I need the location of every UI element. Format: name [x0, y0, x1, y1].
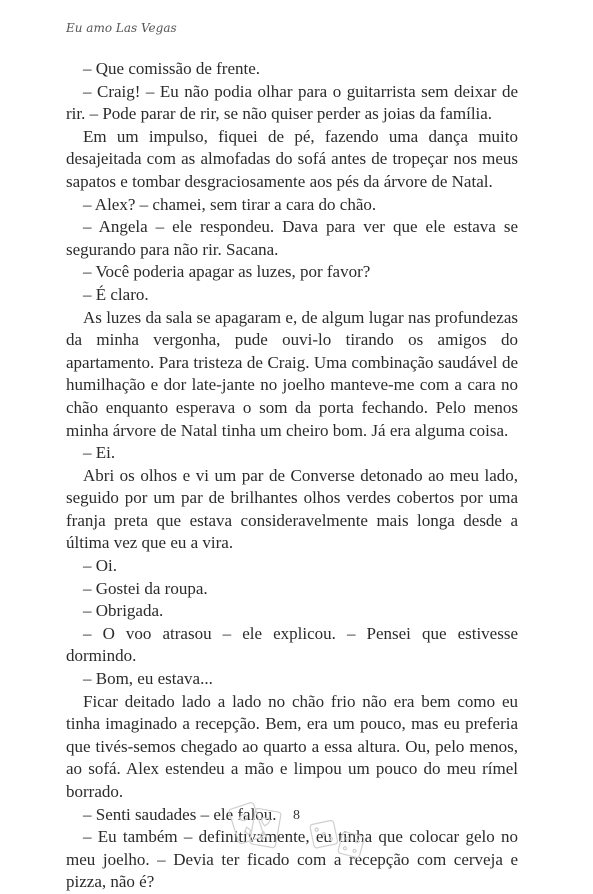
- paragraph: Em um impulso, fiquei de pé, fazendo uma dança muito desajeitada com as almofadas do sofá antes de tropeçar nos meus sapatos e tombar desgraciosamente aos pés da árvore de Natal.: [66, 126, 518, 191]
- paragraph: – Angela – ele respondeu. Dava para ver que ele estava se segurando para não rir. Sacana.: [66, 217, 518, 259]
- paragraph: – Que comissão de frente.: [83, 59, 261, 78]
- body-text: [66, 58, 518, 894]
- paragraph: – Você poderia apagar as luzes, por favor?: [83, 262, 371, 282]
- page-number: 8: [293, 808, 300, 823]
- paragraph: – Obrigada.: [83, 601, 164, 621]
- running-header: Eu amo Las Vegas: [66, 21, 177, 35]
- paragraph: – Alex? – chamei, sem tirar a cara do chão.: [83, 194, 377, 214]
- paragraph: – O voo atrasou – ele explicou. – Pensei que estivesse dormindo.: [66, 623, 518, 666]
- paragraph: – Oi.: [83, 556, 117, 576]
- paragraph: Ficar deitado lado a lado no chão frio não era bem como eu tinha imaginado a recepção. Bem, era um pouco, mas eu preferia que tivés-semos chegado ao quarto a essa altura. Ou, pelo menos, ao sofá. Alex estendeu a mão e limpou um pouco do meu rímel borrado.: [66, 691, 518, 801]
- cards-and-dice-icon: [220, 790, 370, 867]
- paragraph: Abri os olhos e vi um par de Converse detonado ao meu lado, seguido por um par de brilhantes olhos verdes cobertos por uma franja preta que estava consideravelmente mais longa desde a última vez que eu a vira.: [66, 465, 518, 553]
- paragraph: – Senti saudades – ele falou.: [83, 804, 277, 824]
- paragraph: – Craig! – Eu não podia olhar para o guitarrista sem deixar de rir. – Pode parar de rir, se não quiser perder as joias da família.: [66, 81, 518, 124]
- paragraph: – Bom, eu estava...: [83, 669, 213, 689]
- paragraph: – Gostei da roupa.: [83, 578, 208, 598]
- paragraph: – É claro.: [83, 284, 149, 304]
- paragraph: As luzes da sala se apagaram e, de algum lugar nas profundezas da minha vergonha, pude ouvi-lo tirando os amigos do apartamento. Para tristeza de Craig. Uma combinação saudável de humilhação e dor late-jante no joelho manteve-me com a cara no chão enquanto esperava o som da porta fechando. Pelo menos minha árvore de Natal tinha um cheiro bom. Já era alguma coisa.: [66, 307, 518, 440]
- paragraph: – Eu também – definitivamente, eu tinha que colocar gelo no meu joelho. – Devia ter ficado com a recepção com cerveja e pizza, não é?: [66, 827, 518, 892]
- paragraph: – Ei.: [83, 443, 116, 463]
